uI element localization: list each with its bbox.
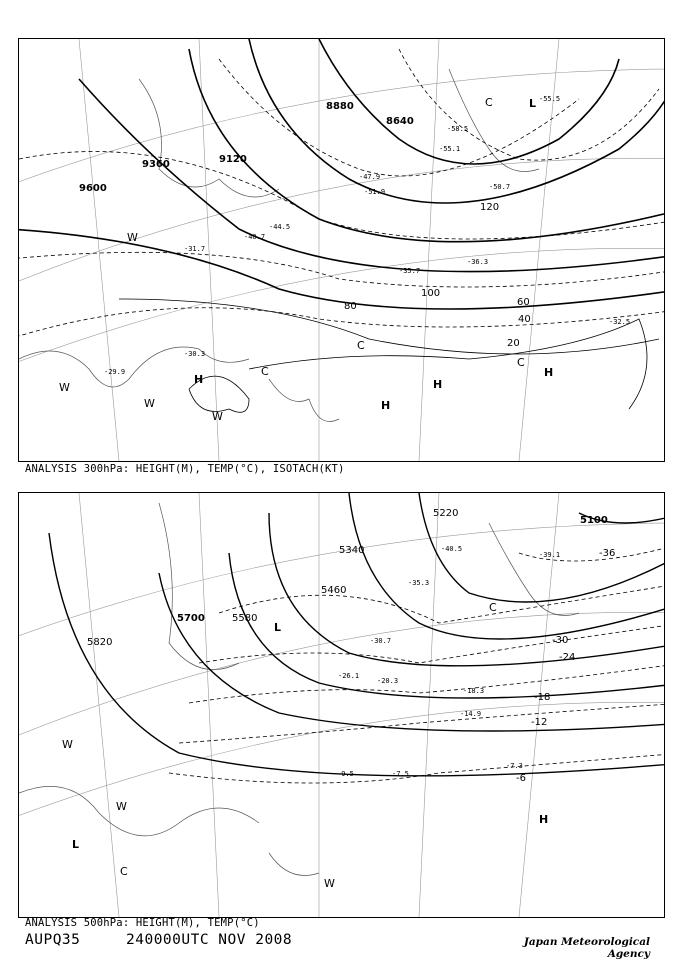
low-pressure-marker: L (274, 621, 282, 634)
high-pressure-marker: H (433, 378, 443, 391)
cold-center-marker: C (485, 96, 493, 109)
temp-label: -29.9 (104, 368, 126, 376)
warm-center-marker: W (212, 410, 223, 423)
low-pressure-marker: L (529, 97, 537, 110)
cold-center-marker: C (517, 356, 525, 369)
isotach-label: 100 (421, 288, 441, 299)
height-label: 9600 (79, 183, 107, 194)
low-pressure-marker: L (72, 838, 80, 851)
map-300hpa-canvas (19, 39, 664, 461)
isotherm-labels (516, 548, 615, 784)
isotherm-label: -12 (531, 717, 548, 728)
isotherm-label: -30 (552, 635, 569, 646)
caption-300hpa: ANALYSIS 300hPa: HEIGHT(M), TEMP(°C), ISOTACH(KT) (25, 463, 345, 475)
station-temperatures (337, 545, 560, 778)
isotherm-label: -36 (599, 548, 616, 559)
station-temp: -40.5 (441, 545, 463, 553)
height-label: 5220 (433, 508, 459, 519)
warm-center-marker: W (62, 738, 73, 751)
temp-label: -55.5 (539, 95, 561, 103)
graticule (19, 493, 664, 917)
height-label: 8640 (386, 116, 414, 127)
isotherms (19, 49, 664, 339)
isotach-label: 60 (517, 297, 530, 308)
isotach-label: 40 (518, 314, 531, 325)
high-pressure-marker: H (544, 366, 554, 379)
high-pressure-marker: H (194, 373, 204, 386)
isotherm-label: -24 (559, 652, 576, 663)
height-contours (19, 39, 664, 309)
station-temp: -30.7 (370, 637, 392, 645)
station-temp: -7.3 (506, 762, 523, 770)
station-temp: -26.1 (338, 672, 360, 680)
station-temp: -35.3 (408, 579, 430, 587)
temp-label: -40.7 (244, 233, 266, 241)
station-temp: -14.9 (460, 710, 482, 718)
high-pressure-marker: H (381, 399, 391, 412)
temp-label: -47.9 (359, 173, 381, 181)
map-500hpa-canvas (19, 493, 664, 917)
warm-center-marker: W (144, 397, 155, 410)
cold-center-marker: C (357, 339, 365, 352)
warm-center-marker: W (116, 800, 127, 813)
temp-label: -50.7 (489, 183, 511, 191)
temp-label: -51.9 (364, 188, 386, 196)
chart-id: AUPQ35 (25, 932, 81, 948)
height-label: 5700 (177, 613, 205, 624)
isotach-label: 80 (344, 301, 357, 312)
isotach-labels (344, 202, 531, 349)
cold-center-marker: C (120, 865, 128, 878)
temp-label: -58.5 (447, 125, 469, 133)
isotach-label: 120 (480, 202, 500, 213)
temp-label: -44.5 (269, 223, 291, 231)
cold-center-marker: C (261, 365, 269, 378)
height-label: 5100 (580, 515, 608, 526)
height-label: 5820 (87, 637, 113, 648)
high-pressure-marker: H (539, 813, 549, 826)
temp-label: -32.5 (609, 318, 631, 326)
station-temp: -39.1 (539, 551, 561, 559)
pressure-centers (62, 601, 551, 890)
isotherm-label: -6 (516, 773, 526, 784)
station-temp: -18.3 (463, 687, 485, 695)
temp-label: -35.7 (399, 267, 421, 275)
isotherm-label: -18 (534, 692, 551, 703)
warm-center-marker: W (324, 877, 335, 890)
height-label: 8880 (326, 101, 354, 112)
caption-500hpa: ANALYSIS 500hPa: HEIGHT(M), TEMP(°C) (25, 917, 260, 929)
temp-label: -36.3 (467, 258, 489, 266)
warm-center-marker: W (127, 231, 138, 244)
agency-name: Japan Meteorological Agency (523, 936, 650, 960)
height-label: 9360 (142, 159, 170, 170)
temp-label: -31.7 (184, 245, 206, 253)
height-label: 5580 (232, 613, 258, 624)
station-temp: -7.5 (392, 770, 409, 778)
temp-label: -30.3 (184, 350, 206, 358)
height-label: 9120 (219, 154, 247, 165)
map-panel-300hpa (18, 38, 665, 462)
height-label: 5340 (339, 545, 365, 556)
height-contours (49, 493, 664, 776)
valid-time: 240000UTC NOV 2008 (126, 932, 293, 948)
map-panel-500hpa (18, 492, 665, 918)
warm-center-marker: W (59, 381, 70, 394)
height-label: 5460 (321, 585, 347, 596)
temp-label: -55.1 (439, 145, 461, 153)
station-temp: -9.5 (337, 770, 354, 778)
station-temp: -20.3 (377, 677, 399, 685)
cold-center-marker: C (489, 601, 497, 614)
isotach-label: 20 (507, 338, 520, 349)
